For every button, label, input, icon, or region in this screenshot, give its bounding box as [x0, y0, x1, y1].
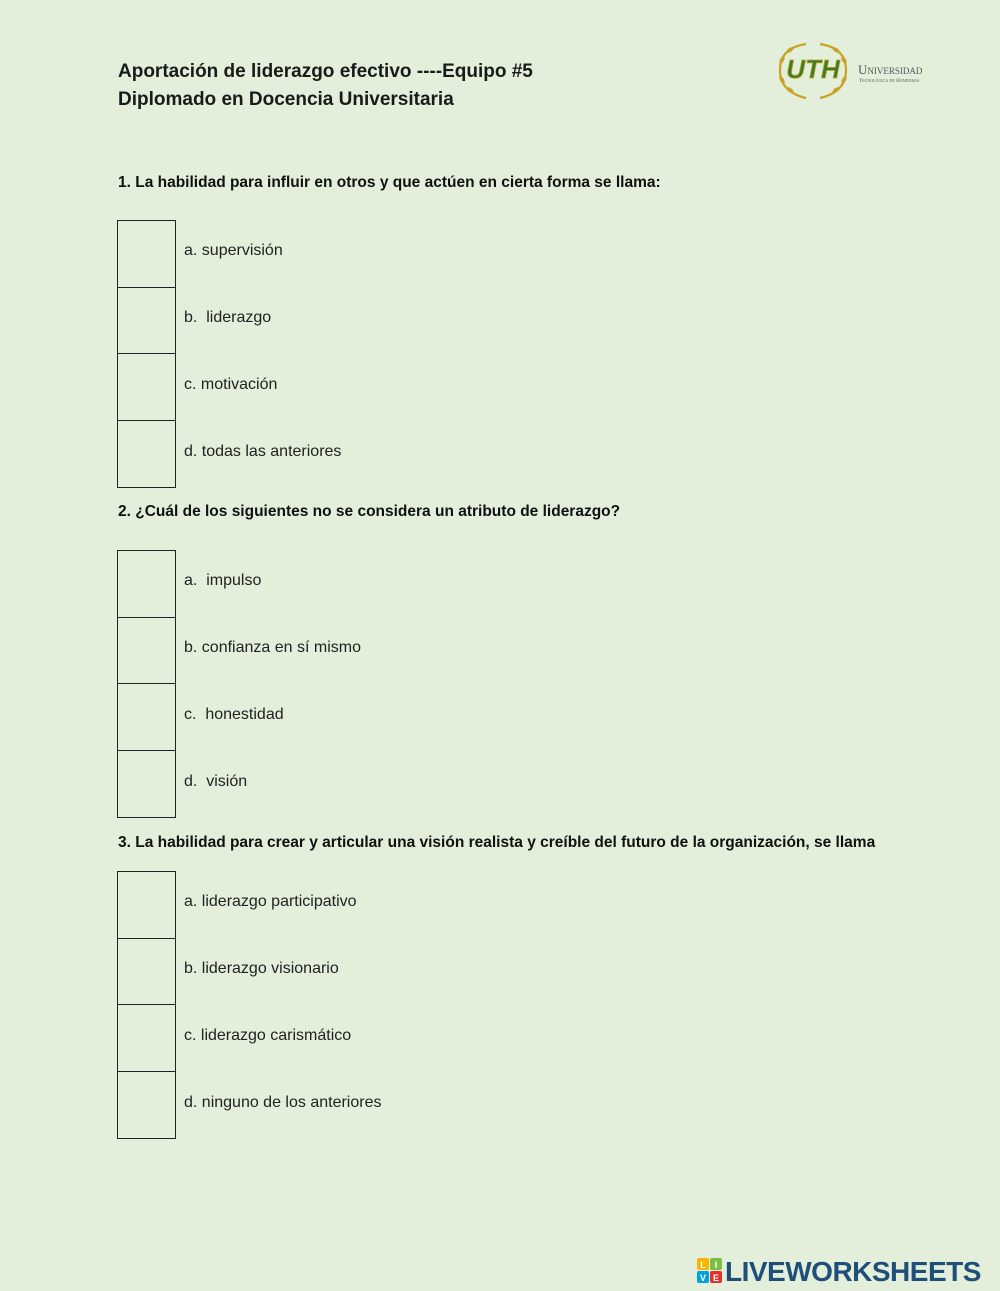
q3-option-c-label: c. liderazgo carismático — [184, 1027, 352, 1044]
liveworksheets-wordmark: LIVEWORKSHEETS — [725, 1256, 981, 1287]
q1-option-c-box[interactable] — [117, 354, 176, 421]
q2-option-d-label: d. visión — [184, 773, 248, 790]
q2-option-c-label: c. honestidad — [184, 706, 284, 723]
q1-option-d-box[interactable] — [117, 421, 176, 488]
answer-option — [117, 287, 817, 354]
answer-option — [117, 220, 817, 287]
answer-option — [117, 421, 817, 488]
q1-option-b-box[interactable] — [117, 287, 176, 354]
badge-letter-i: I — [714, 1260, 718, 1270]
badge-letter-v: V — [699, 1273, 707, 1283]
question-2-text: 2. ¿Cuál de los siguientes no se considera un atributo de liderazgo? — [118, 503, 621, 520]
answer-option — [117, 751, 817, 818]
answer-option — [117, 617, 817, 684]
badge-letter-l: L — [700, 1260, 706, 1270]
q1-option-c-label: c. motivación — [184, 376, 278, 393]
q2-option-d-box[interactable] — [117, 751, 176, 818]
answer-option — [117, 550, 817, 617]
question-2-options — [117, 550, 817, 818]
q1-option-a-label: a. supervisión — [184, 242, 283, 259]
q3-option-b-box[interactable] — [117, 938, 176, 1005]
q2-option-b-label: b. confianza en sí mismo — [184, 639, 361, 656]
question-1-options — [117, 220, 817, 488]
q3-option-d-label: d. ninguno de los anteriores — [184, 1094, 382, 1111]
badge-letter-e: E — [712, 1273, 720, 1283]
uth-logo — [768, 40, 948, 100]
q3-option-b-label: b. liderazgo visionario — [184, 960, 339, 977]
q2-option-a-label: a. impulso — [184, 572, 262, 589]
answer-option — [117, 1005, 817, 1072]
answer-option — [117, 938, 817, 1005]
question-1-text: 1. La habilidad para influir en otros y que actúen en cierta forma se llama: — [118, 174, 661, 191]
q3-option-d-box[interactable] — [117, 1072, 176, 1139]
q2-option-b-box[interactable] — [117, 617, 176, 684]
q1-option-d-label: d. todas las anteriores — [184, 443, 342, 460]
q3-option-c-box[interactable] — [117, 1005, 176, 1072]
q2-option-a-box[interactable] — [117, 550, 176, 618]
logo-mark: UTH — [786, 54, 840, 84]
question-3-options — [117, 871, 817, 1139]
answer-option — [117, 354, 817, 421]
worksheet-title — [118, 58, 533, 114]
question-3-text: 3. La habilidad para crear y articular una visión realista y creíble del futuro de la organización, se llama — [118, 834, 876, 851]
q1-option-a-box[interactable] — [117, 220, 176, 288]
answer-option — [117, 871, 817, 938]
q3-option-a-label: a. liderazgo participativo — [184, 893, 357, 910]
answer-option — [117, 1072, 817, 1139]
logo-subtitle: Tecnológica de Honduras — [859, 78, 920, 84]
title-line-1: Aportación de liderazgo efectivo ----Equipo #5 — [118, 61, 533, 82]
q1-option-b-label: b. liderazgo — [184, 309, 272, 326]
answer-option — [117, 684, 817, 751]
title-line-2: Diplomado en Docencia Universitaria — [118, 89, 454, 110]
q2-option-c-box[interactable] — [117, 684, 176, 751]
q3-option-a-box[interactable] — [117, 871, 176, 939]
live-badge-icon — [697, 1258, 723, 1284]
logo-name: Universidad — [858, 62, 923, 77]
